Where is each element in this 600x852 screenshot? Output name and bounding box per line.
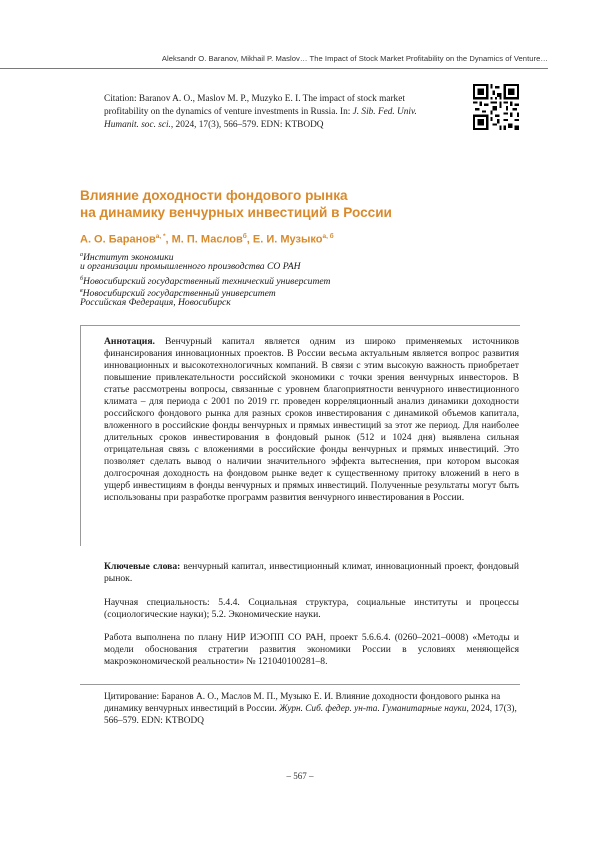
keywords-text: венчурный капитал, инвестиционный климат, инновационный проект, фондовый рынок. [104, 561, 519, 584]
author-2: М. П. Маслов [171, 233, 243, 246]
citation-ru-rule [80, 684, 520, 685]
affiliation-c-sup: в [80, 288, 83, 294]
abstract-top-rule [80, 325, 520, 326]
affiliation-a-sup: а [80, 252, 83, 258]
author-3: Е. И. Музыко [252, 233, 323, 246]
author-2-sup: б [242, 233, 247, 240]
running-head: Aleksandr O. Baranov, Mikhail P. Maslov… The Impact of Stock Market Profitability on the Dynamics of Venture… [161, 54, 548, 63]
affiliation-a-line2: и организации промышленного производства СО РАН [80, 261, 301, 272]
funding-note: Работа выполнена по плану НИР ИЭОПП СО РАН, проект 5.6.6.4. (0260–2021–0008) «Методы и модели обоснования стратегии развития экономики России в условиях меняющейся макроэкономической реальности» № 121040100281–8. [104, 632, 519, 667]
author-sep-1: , [165, 233, 172, 246]
citation-en-prefix: Citation: Baranov A. O., Maslov M. P., Muzyko E. I. The impact of stock market profitability on the dynamics of venture investments in Russia. In: [104, 94, 405, 117]
affiliation-c-text: Новосибирский государственный университет [82, 288, 276, 300]
author-1-sup: а, * [155, 233, 166, 240]
affiliation-c-line2: Российская Федерация, Новосибирск [80, 297, 231, 308]
author-sep-2: , [246, 233, 253, 246]
citation-english [104, 93, 449, 132]
scientific-specialty: Научная специальность: 5.4.4. Социальная структура, социальные институты и процессы (социологические науки); 5.2. Экономические науки. [104, 597, 519, 620]
abstract-text: Венчурный капитал является одним из широко применяемых источников финансирования инновационных проектов. В России весьма актуальным является вопрос развития инновационных и высокотехнологичных компаний. В связи с этим высокую важность приобретает повышение привлекательности российской экономики с точки зрения венчурных инвесторов. В статье рассмотрены вопросы, связанные с уровнем благоприятности венчурного инвестиционного климата – для периода с 2001 по 2019 гг. проведен корреляционный анализ динамики доходности российского фондового рынка для разных сроков инвестирования с динамикой объемов капитала, вложенного в российские фонды венчурных и прямых инвестиций за этот же период. Для наиболее длительных сроков инвестирования в фондовый рынок (512 и 1024 дня) выявлена сильная отрицательная связь с вложениями в российские фонды венчурных и прямых инвестиций. Это позволяет сделать вывод о наличии значительного эффекта вытеснения, при котором высокая долгосрочная доходность на фондовом рынке ведет к существенному притоку вложений в него в ущерб инвестициям в фонды венчурных и прямых инвестиций. Полученные результаты могут быть использованы при разработке программ развития венчурного инвестирования в России. [104, 336, 519, 503]
title-line-2: на динамику венчурных инвестиций в России [80, 205, 392, 220]
article-title [80, 187, 520, 221]
citation-ru-prefix: Цитирование: Баранов А. О., Маслов М. П., Музыко Е. И. Влияние доходности фондового рынка на динамику венчурных инвестиций в России. [104, 692, 501, 714]
citation-ru-suffix: , 2024, 17(3), 566–579. EDN: KTBODQ [104, 704, 517, 726]
citation-ru-journal: Журн. Сиб. федер. ун-та. Гуманитарные науки [279, 704, 467, 714]
keywords [104, 561, 519, 585]
citation-en-journal: J. Sib. Fed. Univ. Humanit. soc. sci. [104, 107, 417, 130]
author-1: А. О. Баранов [80, 233, 156, 246]
page-number: – 567 – [286, 771, 314, 781]
header-rule [0, 68, 548, 69]
author-3-sup: а, б [322, 233, 334, 240]
citation-en-suffix: , 2024, 17(3), 566–579. EDN: KTBODQ [170, 120, 324, 130]
abstract-left-rule [80, 325, 81, 546]
abstract-label: Аннотация. [104, 336, 155, 347]
keywords-label: Ключевые слова: [104, 561, 181, 572]
citation-russian [104, 691, 519, 727]
authors [80, 233, 334, 246]
qr-code-icon [473, 84, 519, 130]
title-line-1: Влияние доходности фондового рынка [80, 188, 348, 203]
affiliation-b-sup: б [80, 276, 84, 282]
affiliation-b-text: Новосибирский государственный технический университет [83, 276, 331, 288]
affiliation-a-text: Институт экономики [83, 252, 174, 264]
abstract [104, 336, 519, 504]
